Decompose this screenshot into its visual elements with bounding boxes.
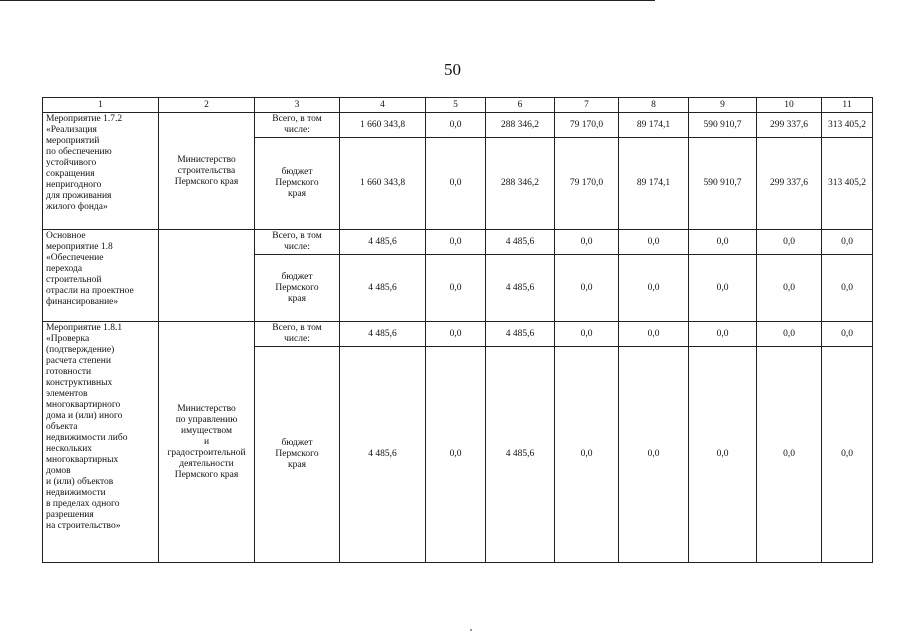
executor-name: Министерство строительства Пермского края — [159, 113, 255, 230]
header-cell: 11 — [822, 98, 873, 113]
value-cell: 0,0 — [822, 230, 873, 255]
value-cell: 0,0 — [757, 347, 822, 563]
header-row — [43, 98, 873, 113]
value-cell: 590 910,7 — [689, 113, 757, 138]
header-cell: 9 — [689, 98, 757, 113]
budget-label: бюджет Пермского края — [255, 255, 340, 322]
value-cell: 590 910,7 — [689, 138, 757, 230]
measure-name: Основное мероприятие 1.8 «Обеспечение перехода строительной отрасли на проектное финансирование» — [43, 230, 159, 322]
value-cell: 0,0 — [757, 322, 822, 347]
value-cell: 299 337,6 — [757, 113, 822, 138]
value-cell: 0,0 — [426, 230, 486, 255]
total-label: Всего, в том числе: — [255, 230, 340, 255]
value-cell: 0,0 — [555, 322, 619, 347]
value-cell: 0,0 — [619, 230, 689, 255]
value-cell: 4 485,6 — [340, 255, 426, 322]
value-cell: 89 174,1 — [619, 138, 689, 230]
value-cell: 0,0 — [555, 230, 619, 255]
value-cell: 313 405,2 — [822, 113, 873, 138]
executor-name — [159, 230, 255, 322]
value-cell: 4 485,6 — [340, 347, 426, 563]
header-cell: 1 — [43, 98, 159, 113]
value-cell: 0,0 — [822, 322, 873, 347]
value-cell: 0,0 — [822, 255, 873, 322]
value-cell: 0,0 — [426, 255, 486, 322]
header-cell: 10 — [757, 98, 822, 113]
value-cell: 0,0 — [619, 322, 689, 347]
top-rule — [0, 0, 655, 1]
value-cell: 79 170,0 — [555, 113, 619, 138]
header-cell: 4 — [340, 98, 426, 113]
value-cell: 89 174,1 — [619, 113, 689, 138]
value-cell: 1 660 343,8 — [340, 138, 426, 230]
header-cell: 7 — [555, 98, 619, 113]
value-cell: 0,0 — [689, 255, 757, 322]
header-cell: 3 — [255, 98, 340, 113]
value-cell: 0,0 — [689, 347, 757, 563]
scan-speck — [470, 629, 472, 631]
item-total-row — [43, 322, 873, 347]
value-cell: 0,0 — [689, 322, 757, 347]
value-cell: 4 485,6 — [340, 322, 426, 347]
value-cell: 4 485,6 — [340, 230, 426, 255]
value-cell: 0,0 — [757, 255, 822, 322]
value-cell: 0,0 — [555, 255, 619, 322]
value-cell: 0,0 — [426, 113, 486, 138]
header-cell: 2 — [159, 98, 255, 113]
value-cell: 1 660 343,8 — [340, 113, 426, 138]
header-cell: 8 — [619, 98, 689, 113]
budget-label: бюджет Пермского края — [255, 347, 340, 563]
value-cell: 0,0 — [619, 347, 689, 563]
value-cell: 0,0 — [619, 255, 689, 322]
total-label: Всего, в том числе: — [255, 113, 340, 138]
value-cell: 4 485,6 — [486, 230, 555, 255]
measure-name: Мероприятие 1.7.2 «Реализация мероприятий по обеспечению устойчивого сокращения непригодного для проживания жилого фонда» — [43, 113, 159, 230]
measure-name: Мероприятие 1.8.1 «Проверка (подтверждение) расчета степени готовности конструктивных элементов многоквартирного дома и (или) иного объекта недвижимости либо нескольких многоквартирных домов и (или) объектов недвижимости в пределах одного разрешения на строительство» — [43, 322, 159, 563]
value-cell: 0,0 — [426, 347, 486, 563]
value-cell: 313 405,2 — [822, 138, 873, 230]
value-cell: 288 346,2 — [486, 113, 555, 138]
value-cell: 0,0 — [426, 322, 486, 347]
value-cell: 0,0 — [822, 347, 873, 563]
value-cell: 0,0 — [426, 138, 486, 230]
value-cell: 0,0 — [757, 230, 822, 255]
header-cell: 6 — [486, 98, 555, 113]
item-total-row — [43, 113, 873, 138]
total-label: Всего, в том числе: — [255, 322, 340, 347]
item-total-row — [43, 230, 873, 255]
value-cell: 299 337,6 — [757, 138, 822, 230]
value-cell: 0,0 — [555, 347, 619, 563]
header-cell: 5 — [426, 98, 486, 113]
table-body — [43, 98, 873, 563]
value-cell: 4 485,6 — [486, 255, 555, 322]
value-cell: 4 485,6 — [486, 322, 555, 347]
budget-table — [42, 97, 873, 563]
executor-name: Министерство по управлению имуществом и градостроительной деятельности Пермского края — [159, 322, 255, 563]
page-number: 50 — [444, 60, 461, 79]
value-cell: 79 170,0 — [555, 138, 619, 230]
value-cell: 4 485,6 — [486, 347, 555, 563]
budget-label: бюджет Пермского края — [255, 138, 340, 230]
value-cell: 288 346,2 — [486, 138, 555, 230]
value-cell: 0,0 — [689, 230, 757, 255]
